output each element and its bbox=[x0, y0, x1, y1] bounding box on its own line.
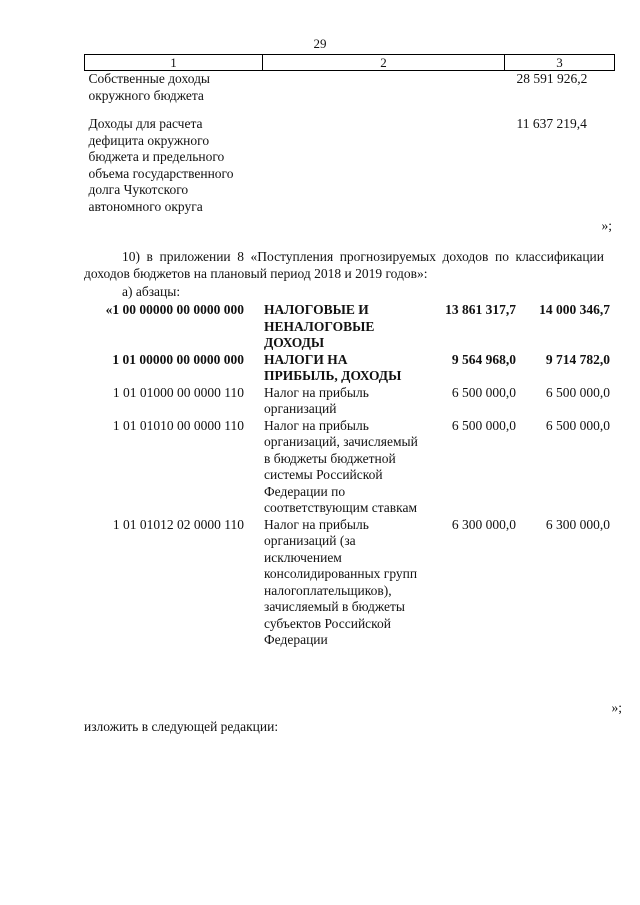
value-2018: 6 300 000,0 bbox=[451, 516, 516, 532]
paragraph-item-10: 10) в приложении 8 «Поступления прогнозируемых доходов по классификации доходов бюджетов на плановый период 2018 и 2019 годов»: bbox=[84, 249, 604, 281]
row-empty-cell bbox=[263, 116, 505, 215]
income-name: Налог на прибыль организаций bbox=[264, 384, 369, 416]
income-name: Налог на прибыль организаций, зачисляемый в бюджеты бюджетной системы Российской Федерации по соответствующим ставкам bbox=[264, 417, 418, 515]
table-row bbox=[84, 302, 614, 352]
column-header-2: 2 bbox=[263, 55, 505, 71]
row-spacer bbox=[85, 104, 615, 116]
value-2018: 6 500 000,0 bbox=[451, 417, 516, 433]
income-name: НАЛОГИ НА ПРИБЫЛЬ, ДОХОДЫ bbox=[264, 351, 402, 383]
budget-code: 1 01 00000 00 0000 000 bbox=[112, 351, 244, 367]
value-2019: 6 500 000,0 bbox=[545, 384, 610, 400]
table-row bbox=[84, 517, 614, 649]
table-row bbox=[84, 418, 614, 517]
table-header-row bbox=[85, 55, 615, 71]
income-forecast-table bbox=[84, 302, 614, 649]
table-row bbox=[84, 385, 614, 418]
income-name: НАЛОГОВЫЕ И НЕНАЛОГОВЫЕ ДОХОДЫ bbox=[264, 302, 375, 350]
row-value: 28 591 926,2 bbox=[516, 71, 588, 86]
budget-code: 1 01 01012 02 0000 110 bbox=[112, 516, 244, 532]
income-summary-table bbox=[84, 54, 615, 215]
table-row bbox=[85, 116, 615, 215]
value-2019: 6 300 000,0 bbox=[545, 516, 610, 532]
table-row bbox=[85, 71, 615, 105]
row-name: Собственные доходы окружного бюджета bbox=[88, 71, 211, 103]
value-2018: 13 861 317,7 bbox=[445, 302, 516, 317]
row-value: 11 637 219,4 bbox=[516, 116, 587, 131]
row-empty-cell bbox=[263, 71, 505, 105]
column-header-1: 1 bbox=[85, 55, 263, 71]
paragraph-item-a: а) абзацы: bbox=[122, 284, 181, 299]
value-2018: 9 564 968,0 bbox=[451, 351, 516, 367]
closing-quote-mark: »; bbox=[601, 218, 612, 233]
budget-code: «1 00 00000 00 0000 000 bbox=[105, 302, 244, 317]
closing-quote-mark: »; bbox=[611, 700, 622, 715]
column-header-3: 3 bbox=[505, 55, 615, 71]
value-2018: 6 500 000,0 bbox=[451, 384, 516, 400]
row-name: Доходы для расчета дефицита окружного бюджета и предельного объема государственного долга Чукотского автономного округа bbox=[88, 116, 234, 214]
budget-code: 1 01 01010 00 0000 110 bbox=[112, 417, 244, 433]
value-2019: 9 714 782,0 bbox=[545, 351, 610, 367]
value-2019: 14 000 346,7 bbox=[539, 302, 610, 317]
value-2019: 6 500 000,0 bbox=[545, 417, 610, 433]
budget-code: 1 01 01000 00 0000 110 bbox=[112, 384, 244, 400]
closing-paragraph: изложить в следующей редакции: bbox=[84, 719, 279, 734]
page-number: 29 bbox=[313, 36, 327, 51]
table-row bbox=[84, 352, 614, 385]
income-name: Налог на прибыль организаций (за исключением консолидированных групп налогоплательщиков), зачисляемый в бюджеты субъектов Российской Федерации bbox=[264, 516, 418, 647]
